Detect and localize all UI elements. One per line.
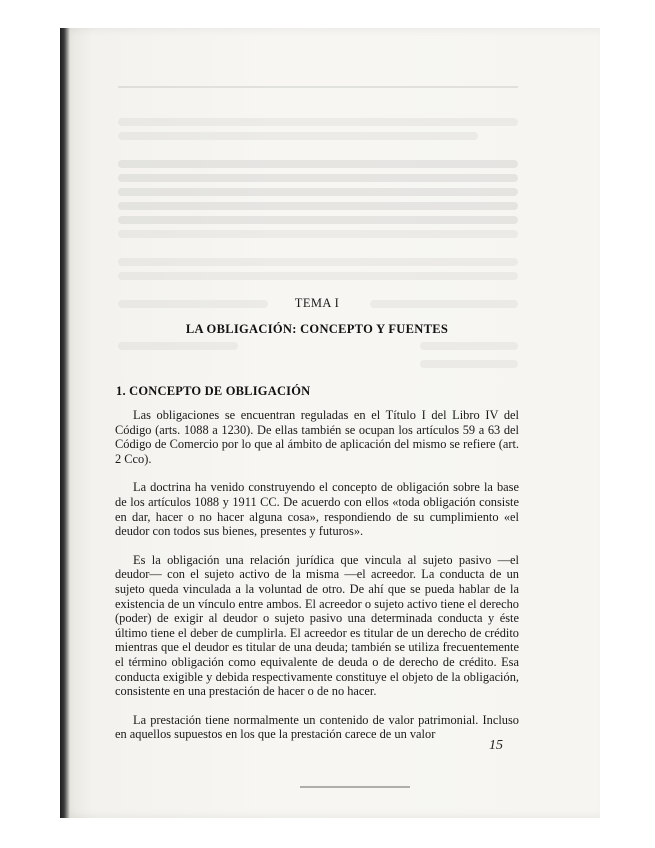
page-number: 15: [489, 738, 503, 753]
chapter-title: LA OBLIGACIÓN: CONCEPTO Y FUENTES: [185, 322, 449, 336]
paragraph: Las obligaciones se encuentran reguladas en el Título I del Libro IV del Código (arts. 1088 a 1230). De ellas también se ocupan los artículos 59 a 63 del Código de Comercio por lo que al ámbito de aplicación del mismo se refiere (art. 2 Cco).: [115, 408, 519, 466]
paragraph: La prestación tiene normalmente un contenido de valor patrimonial. Incluso en aquellos supuestos en los que la prestación carece de un valor: [115, 712, 519, 742]
book-binding-shadow: [60, 28, 70, 818]
paragraph: Es la obligación una relación jurídica que vincula al sujeto pasivo —el deudor— con el sujeto activo de la misma —el acreedor. La conducta de un sujeto queda vinculada a la voluntad de otro. De ahí que se pueda hablar de la existencia de un vínculo entre ambos. El acreedor o sujeto activo tiene el derecho (poder) de exigir al deudor o sujeto pasivo una determinada conducta y éste último tiene el deber de cumplirla. El acreedor es titular de un derecho de crédito mientras que el deudor es titular de una deuda; también se utiliza frecuentemente el término obligación como equivalente de deuda o de derecho de crédito. Esa conducta exigible y debida respectivamente constituye el objeto de la obligación, consistente en una prestación de hacer o de no hacer.: [115, 552, 519, 699]
bottom-mark: [300, 786, 410, 788]
chapter-label: TEMA I: [294, 296, 340, 310]
section-heading: 1. CONCEPTO DE OBLIGACIÓN: [116, 384, 311, 398]
body-text: [115, 408, 519, 756]
paragraph: La doctrina ha venido construyendo el concepto de obligación sobre la base de los artículos 1088 y 1911 CC. De acuerdo con ellos «toda obligación consiste en dar, hacer o no hacer alguna cosa», respondiendo de su cumplimiento «el deudor con todos sus bienes, presentes y futuros».: [115, 480, 519, 539]
